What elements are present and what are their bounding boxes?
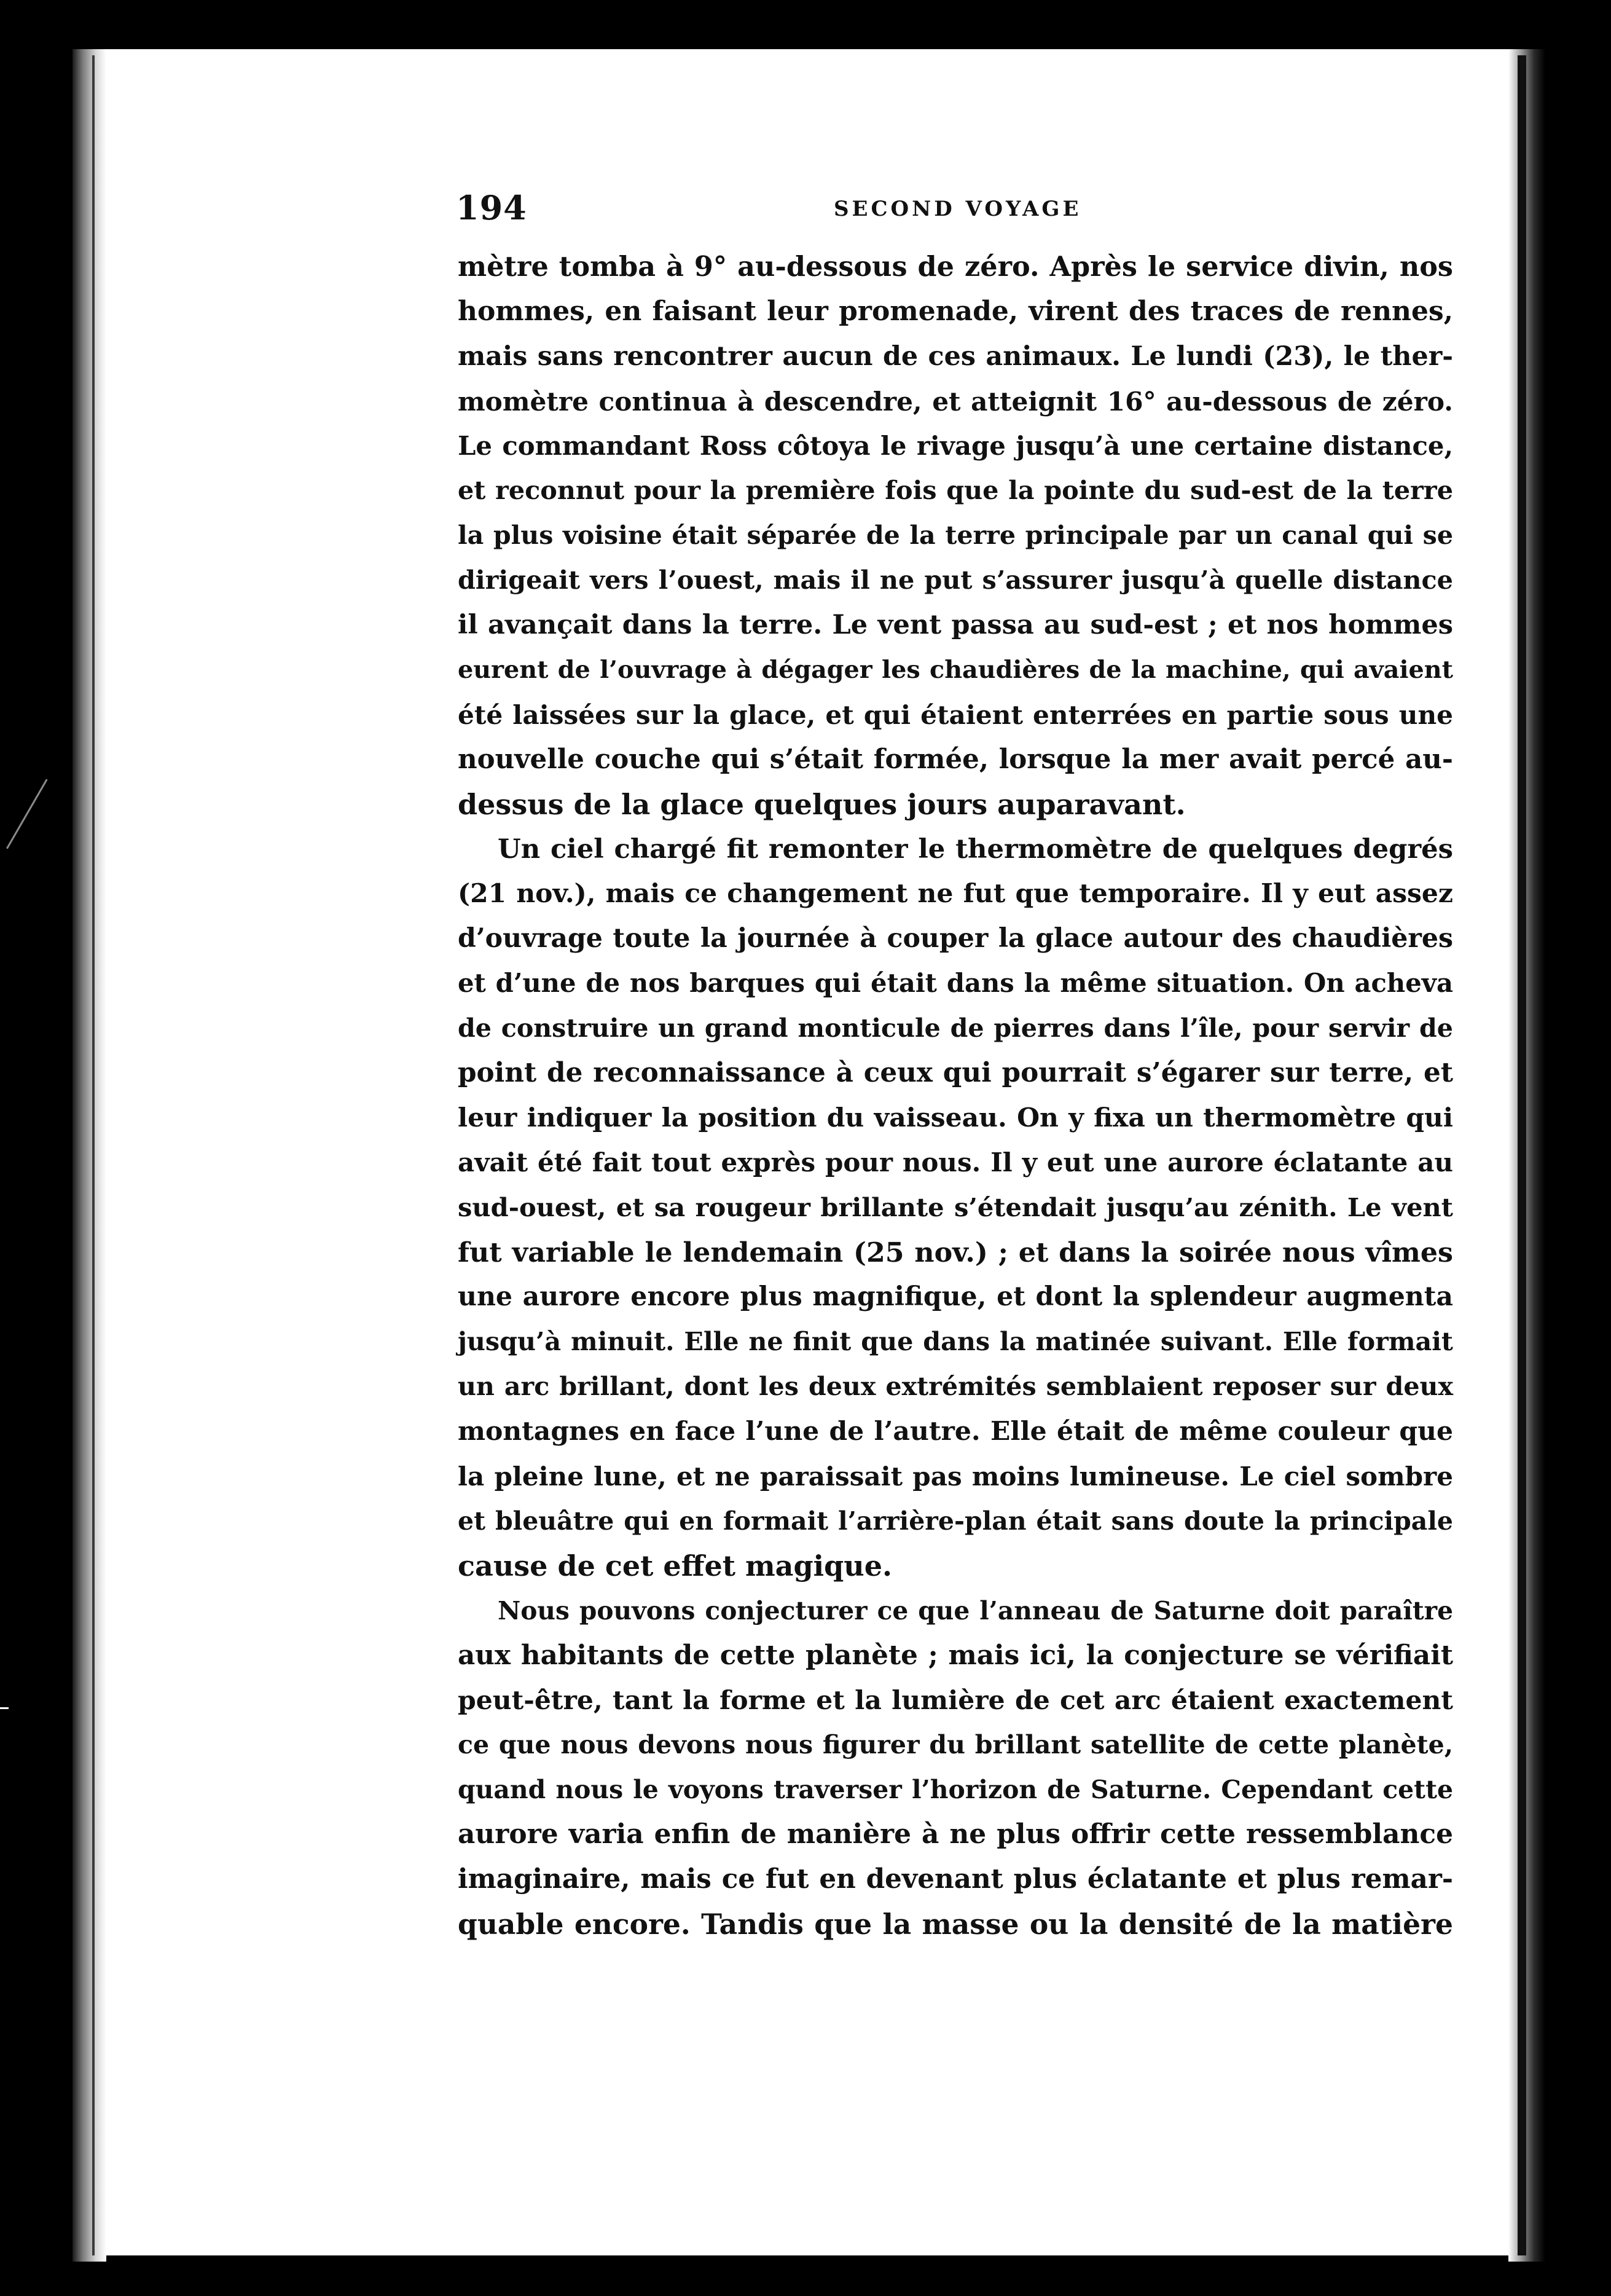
scan-margin-mark	[0, 1707, 9, 1709]
page-right-edge-shadow	[1508, 49, 1545, 2262]
text-line: été laissées sur la glace, et qui étaient enterrées en partie sous une	[458, 699, 1453, 730]
text-line: jusqu’à minuit. Elle ne finit que dans la matinée suivant. Elle formait	[458, 1326, 1453, 1357]
text-line: montagnes en face l’une de l’autre. Elle était de même couleur que	[458, 1416, 1453, 1447]
text-line: Le commandant Ross côtoya le rivage jusqu’à une certaine distance,	[458, 430, 1453, 461]
text-line: et d’une de nos barques qui était dans la même situation. On acheva	[458, 968, 1453, 999]
text-line: fut variable le lendemain (25 nov.) ; et dans la soirée nous vîmes	[458, 1236, 1453, 1268]
text-line: eurent de l’ouvrage à dégager les chaudières de la machine, qui avaient	[458, 656, 1453, 685]
text-line: ce que nous devons nous figurer du brillant satellite de cette planète,	[458, 1729, 1453, 1760]
text-line: sud-ouest, et sa rougeur brillante s’étendait jusqu’au zénith. Le vent	[458, 1192, 1453, 1222]
text-line: quable encore. Tandis que la masse ou la densité de la matière	[458, 1907, 1453, 1941]
text-line: une aurore encore plus magnifique, et dont la splendeur augmenta	[458, 1281, 1453, 1313]
paragraph-3	[458, 1589, 1453, 1947]
body-text	[458, 245, 1453, 1947]
text-line: cause de cet effet magique.	[458, 1549, 892, 1582]
text-line: momètre continua à descendre, et atteignit 16° au-dessous de zéro.	[458, 385, 1453, 417]
text-line: point de reconnaissance à ceux qui pourrait s’égarer sur terre, et	[458, 1057, 1453, 1089]
page-edge-line	[1518, 55, 1526, 2255]
text-line: la plus voisine était séparée de la terre principale par un canal qui se	[458, 520, 1453, 551]
text-line: imaginaire, mais ce fut en devenant plus éclatante et plus remar-	[458, 1863, 1453, 1895]
text-line: d’ouvrage toute la journée à couper la glace autour des chaudières	[458, 923, 1453, 954]
text-line: Nous pouvons conjecturer ce que l’anneau de Saturne doit paraître	[498, 1595, 1453, 1626]
paragraph-2	[458, 827, 1453, 1589]
page-crease-mark	[6, 779, 48, 849]
text-line: et reconnut pour la première fois que la pointe du sud-est de la terre	[458, 475, 1453, 506]
text-line: aurore varia enfin de manière à ne plus offrir cette ressemblance	[458, 1818, 1453, 1850]
text-line: aux habitants de cette planète ; mais ici, la conjecture se vérifiait	[458, 1639, 1453, 1671]
paragraph-1	[458, 245, 1453, 827]
text-line: peut-être, tant la forme et la lumière de cet arc étaient exactement	[458, 1685, 1453, 1716]
text-line: avait été fait tout exprès pour nous. Il y eut une aurore éclatante au	[458, 1147, 1453, 1177]
text-line: nouvelle couche qui s’était formée, lorsque la mer avait percé au-	[458, 743, 1453, 775]
page-number: 194	[456, 188, 527, 227]
text-line: un arc brillant, dont les deux extrémités semblaient reposer sur deux	[458, 1371, 1453, 1402]
text-line: de construire un grand monticule de pierres dans l’île, pour servir de	[458, 1013, 1453, 1044]
book-gutter-shadow	[73, 49, 106, 2262]
text-line: mètre tomba à 9° au-dessous de zéro. Après le service divin, nos	[458, 251, 1453, 283]
text-line: dessus de la glace quelques jours auparavant.	[458, 787, 1186, 821]
gutter-line	[92, 55, 95, 2255]
text-line: quand nous le voyons traverser l’horizon de Saturne. Cependant cette	[458, 1775, 1453, 1805]
text-line: dirigeait vers l’ouest, mais il ne put s’assurer jusqu’à quelle distance	[458, 565, 1453, 596]
text-line: (21 nov.), mais ce changement ne fut que temporaire. Il y eut assez	[458, 878, 1453, 910]
text-line: il avançait dans la terre. Le vent passa au sud-est ; et nos hommes	[458, 610, 1453, 641]
text-line: mais sans rencontrer aucun de ces animaux. Le lundi (23), le ther-	[458, 340, 1453, 372]
page-header	[456, 184, 1451, 234]
text-line: la pleine lune, et ne paraissait pas moins lumineuse. Le ciel sombre	[458, 1461, 1453, 1492]
text-line: et bleuâtre qui en formait l’arrière-plan était sans doute la principale	[458, 1506, 1453, 1536]
text-line: leur indiquer la position du vaisseau. On y fixa un thermomètre qui	[458, 1102, 1453, 1133]
text-line: hommes, en faisant leur promenade, virent des traces de rennes,	[458, 295, 1453, 327]
text-line: Un ciel chargé fit remonter le thermomètre de quelques degrés	[498, 833, 1453, 865]
running-head: SECOND VOYAGE	[834, 197, 1082, 221]
